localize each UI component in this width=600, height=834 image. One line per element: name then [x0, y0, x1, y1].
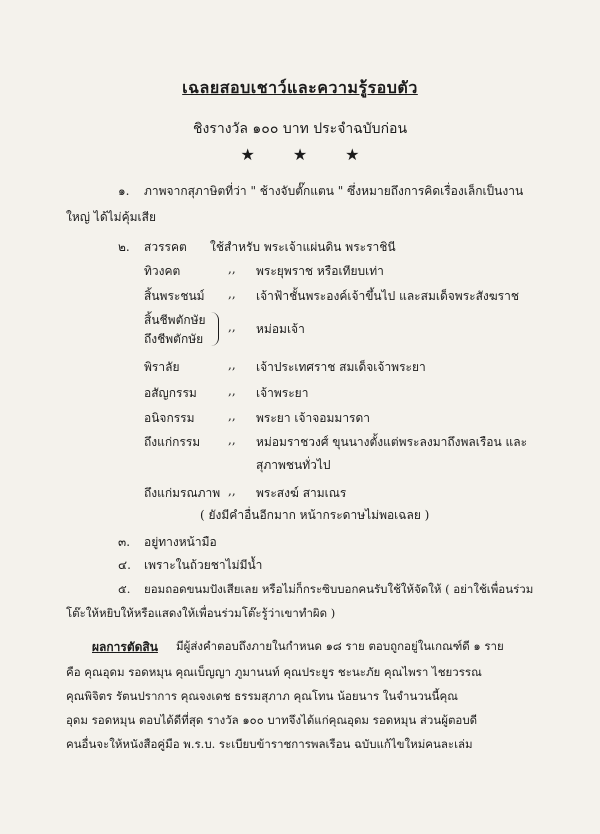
answer-1-number: ๑.	[118, 184, 130, 198]
term-desc: พระสงฆ์ สามเณร	[256, 486, 347, 500]
term-word: ถึงแก่กรรม	[144, 435, 201, 449]
term-word: ทิวงคต	[144, 264, 181, 278]
term-desc: ใช้สำหรับ พระเจ้าแผ่นดิน พระราชินี	[210, 240, 396, 254]
answer-1-line-2: ใหญ่ ได้ไม่คุ้มเสีย	[66, 210, 156, 224]
term-sep: ,,	[228, 433, 236, 447]
result-line: อุดม รอดหมุน ตอบได้ดีที่สุด รางวัล ๑๐๐ บาทจึงได้แก่คุณอุดม รอดหมุน ส่วนผู้ตอบดี	[66, 713, 478, 727]
term-word: สิ้นพระชนม์	[144, 289, 205, 303]
answer-2-number: ๒.	[118, 240, 130, 254]
answer-5-number: ๕.	[118, 582, 131, 596]
term-sep: ,,	[228, 320, 236, 334]
term-desc: เจ้าพระยา	[256, 386, 309, 400]
term-sep: ,,	[228, 262, 236, 276]
term-sep: ,,	[228, 384, 236, 398]
answer-3-text: อยู่ทางหน้ามือ	[144, 535, 217, 549]
term-sep: ,,	[228, 484, 236, 498]
answer-3-number: ๓.	[118, 535, 131, 549]
term-word: สิ้นชีพตักษัย	[144, 313, 206, 327]
result-line: คือ คุณอุดม รอดหมุน คุณเบ็ญญา ภูมานนท์ คุณประยูร ชะนะภัย คุณไพรา ไชยวรรณ	[66, 665, 482, 679]
result-line: คุณพิจิตร รัตนปราการ คุณจงเดช ธรรมสุภาภ คุณโทน น้อยนาร ในจำนวนนี้คุณ	[66, 689, 458, 703]
result-line: คนอื่นจะให้หนังสือคู่มือ พ.ร.บ. ระเบียบข้าราชการพลเรือน ฉบับแก้ไขใหม่คนละเล่ม	[66, 737, 473, 751]
term-desc: พระยุพราช หรือเทียบเท่า	[256, 264, 384, 278]
answer-4-number: ๔.	[118, 558, 131, 572]
star-divider: ★★★	[240, 145, 398, 164]
term-sep: ,,	[228, 409, 236, 423]
term-desc-continued: สุภาพชนทั่วไป	[256, 458, 331, 472]
result-heading: ผลการตัดสิน	[92, 640, 158, 654]
page-subtitle: ชิงรางวัล ๑๐๐ บาท ประจำฉบับก่อน	[192, 121, 408, 137]
term-word: สวรรคต	[144, 240, 187, 254]
term-word: อสัญกรรม	[144, 386, 197, 400]
term-word: พิราลัย	[144, 360, 180, 374]
term-desc: หม่อมราชวงศ์ ขุนนางตั้งแต่พระลงมาถึงพลเรือน และ	[256, 435, 528, 449]
answer-1-line-1: ภาพจากสุภาษิตที่ว่า " ช้างจับตั๊กแตน " ซึ่งหมายถึงการคิดเรื่องเล็กเป็นงาน	[144, 184, 524, 198]
term-desc: เจ้าฟ้าชั้นพระองค์เจ้าขึ้นไป และสมเด็จพระสังฆราช	[256, 289, 520, 303]
term-sep: ,,	[228, 358, 236, 372]
term-sep: ,,	[228, 287, 236, 301]
answer-2-note: ( ยังมีคำอื่นอีกมาก หน้ากระดาษไม่พอเฉลย )	[200, 508, 430, 522]
term-word: อนิจกรรม	[144, 411, 195, 425]
term-desc: เจ้าประเทศราช สมเด็จเจ้าพระยา	[256, 360, 426, 374]
grouping-brace	[210, 312, 219, 346]
term-word: ถึงชีพตักษัย	[144, 332, 204, 346]
page-title: เฉลยสอบเชาว์และความรู้รอบตัว	[182, 78, 418, 97]
term-desc: หม่อมเจ้า	[256, 322, 305, 336]
answer-5-line-1: ยอมถอดขนมปังเสียเลย หรือไม่ก็กระซิบบอกคนรับใช้ให้จัดให้ ( อย่าใช้เพื่อนร่วม	[144, 582, 534, 596]
answer-4-text: เพราะในถ้วยชาไม่มีน้ำ	[144, 558, 263, 572]
term-word: ถึงแก่มรณภาพ	[144, 486, 221, 500]
answer-5-line-2: โต๊ะให้หยิบให้หรือแสดงให้เพื่อนร่วมโต๊ะรู้ว่าเขาทำผิด )	[66, 606, 336, 620]
result-line: มีผู้ส่งคำตอบถึงภายในกำหนด ๑๘ ราย ตอบถูกอยู่ในเกณฑ์ดี ๑ ราย	[176, 639, 504, 653]
term-desc: พระยา เจ้าจอมมารดา	[256, 411, 371, 425]
